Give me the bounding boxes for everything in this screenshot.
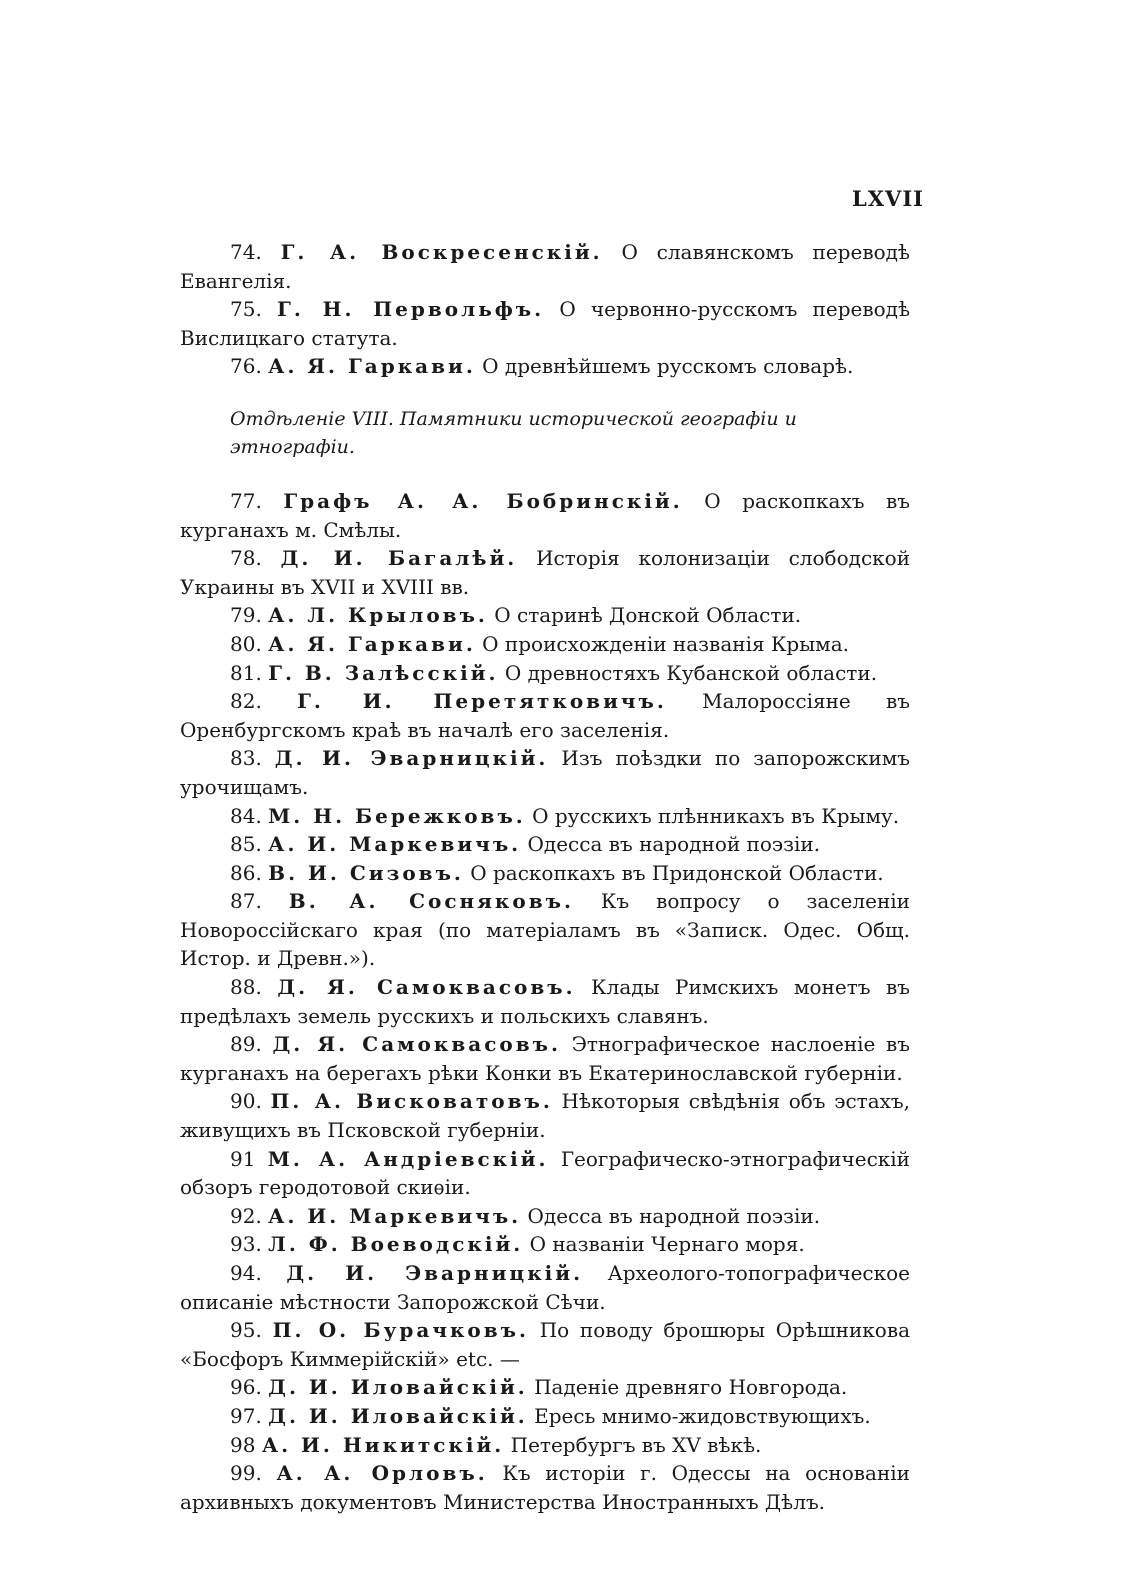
entry-title: Малороссіяне въ Оренбургскомъ краѣ въ началѣ его заселенія. <box>180 689 911 742</box>
bibliography-entry <box>180 1145 910 1202</box>
bibliography-entry <box>180 1259 910 1316</box>
entry-author: Д. И. Иловайскій. <box>268 1403 528 1428</box>
entry-author: В. И. Сизовъ. <box>268 860 464 885</box>
bibliography-entry <box>180 295 910 352</box>
entry-number: 96. <box>230 1375 262 1400</box>
bibliography-entry <box>180 1230 910 1259</box>
entry-author: Д. И. Багалѣй. <box>280 546 518 571</box>
bibliography-entry <box>180 601 910 630</box>
entry-title: Нѣкоторыя свѣдѣнія объ эстахъ, живущихъ въ Псковской губерніи. <box>180 1089 911 1143</box>
bibliography-entry <box>180 1402 910 1431</box>
entry-author: П. О. Бурачковъ. <box>272 1318 529 1343</box>
entry-number: 94. <box>230 1261 262 1285</box>
entry-number: 98 <box>230 1432 256 1457</box>
entry-number: 78. <box>230 546 262 571</box>
entry-title: Одесса въ народной поэзіи. <box>527 832 821 857</box>
bibliography-entry <box>180 1202 910 1231</box>
text-block <box>180 238 910 1516</box>
entry-title: Географическо-этнографическій обзоръ геродотовой скиѳіи. <box>180 1146 910 1200</box>
entry-title: Ересь мнимо-жидовствующихъ. <box>534 1403 871 1428</box>
entry-author: М. Н. Бережковъ. <box>268 803 526 828</box>
bibliography-entry <box>180 830 910 859</box>
entry-title: О старинѣ Донской Области. <box>494 603 802 628</box>
entry-author: В. А. Сосняковъ. <box>288 889 574 914</box>
entry-title: О славянскомъ переводѣ Евангелія. <box>180 240 910 293</box>
entry-number: 74. <box>230 240 262 264</box>
entry-title: Изъ поѣздки по запорожскимъ урочищамъ. <box>180 746 911 799</box>
bibliography-entry <box>180 859 910 888</box>
entry-title: О древнѣйшемъ русскомъ словарѣ. <box>482 354 854 379</box>
entry-number: 81. <box>230 660 262 685</box>
entry-number: 99. <box>230 1461 262 1486</box>
bibliography-entry <box>180 1316 910 1373</box>
entry-author: А. И. Маркевичъ. <box>268 832 522 857</box>
entry-number: 92. <box>230 1203 262 1228</box>
entry-title: Къ вопросу о заселеніи Новороссійскаго края (по матеріаламъ въ «Записк. Одес. Общ. Истор. и Древн.»). <box>180 889 910 971</box>
entry-author: Г. Н. Первольфъ. <box>277 297 545 322</box>
bibliography-entry <box>180 802 910 831</box>
entry-title: Исторія колонизаціи слободской Украины въ XVII и XVIII вв. <box>180 546 911 599</box>
entry-title: О раскопкахъ въ Придонской Области. <box>470 860 884 885</box>
entry-number: 97. <box>230 1403 262 1428</box>
entry-title: По поводу брошюры Орѣшникова «Босфоръ Киммерійскій» etc. — <box>180 1318 911 1371</box>
entry-number: 87. <box>230 889 262 914</box>
entry-title: Петербургъ въ XV вѣкѣ. <box>510 1432 762 1457</box>
entry-number: 91 <box>230 1146 256 1171</box>
entry-number: 89. <box>230 1032 262 1057</box>
entry-number: 86. <box>230 860 262 885</box>
entry-number: 83. <box>230 746 262 771</box>
entry-number: 77. <box>230 488 262 513</box>
bibliography-entry <box>180 744 910 801</box>
entry-title: Одесса въ народной поэзіи. <box>527 1203 821 1228</box>
entry-title: Этнографическое наслоеніе въ курганахъ на берегахъ рѣки Конки въ Екатеринославской губерніи. <box>180 1032 911 1085</box>
entry-number: 82. <box>230 689 262 714</box>
entries-list-bottom <box>180 487 910 1516</box>
bibliography-entry <box>180 1431 910 1460</box>
bibliography-entry <box>180 659 910 688</box>
entry-title: Клады Римскихъ монетъ въ предѣлахъ земель русскихъ и польскихъ славянъ. <box>180 975 911 1028</box>
entry-author: А. Л. Крыловъ. <box>268 603 488 628</box>
entry-author: Л. Ф. Воеводскій. <box>268 1232 524 1257</box>
bibliography-entry <box>180 487 910 544</box>
entry-number: 84. <box>230 803 262 828</box>
bibliography-entry <box>180 630 910 659</box>
entry-title: О раскопкахъ въ курганахъ м. Смѣлы. <box>180 488 911 542</box>
entry-author: Г. И. Перетятковичъ. <box>297 689 667 714</box>
entry-author: Д. И. Иловайскій. <box>268 1375 528 1400</box>
entry-author: А. И. Никитскій. <box>261 1432 505 1457</box>
page-number: LXVII <box>852 186 924 211</box>
entry-title: Къ исторіи г. Одессы на основаніи архивныхъ документовъ Министерства Иностранныхъ Дѣлъ. <box>180 1461 911 1514</box>
bibliography-entry <box>180 973 910 1030</box>
entry-title: Археолого-топографическое описаніе мѣстности Запорожской Сѣчи. <box>180 1261 911 1314</box>
bibliography-entry <box>180 1087 910 1144</box>
entry-number: 75. <box>230 297 262 322</box>
entry-number: 88. <box>230 975 262 1000</box>
bibliography-entry <box>180 352 910 381</box>
bibliography-entry <box>180 238 910 295</box>
entry-number: 80. <box>230 631 262 656</box>
bibliography-entry <box>180 1030 910 1087</box>
entry-author: А. Я. Гаркави. <box>268 354 476 379</box>
bibliography-entry <box>180 687 910 744</box>
bibliography-entry <box>180 1373 910 1402</box>
entry-number: 76. <box>230 354 262 379</box>
entry-number: 95. <box>230 1318 262 1343</box>
entry-author: Д. Я. Самоквасовъ. <box>272 1032 561 1057</box>
entry-author: Д. И. Эварницкій. <box>274 746 549 771</box>
entry-author: Д. Я. Самоквасовъ. <box>277 975 576 1000</box>
entry-number: 85. <box>230 832 262 857</box>
entry-title: О русскихъ плѣнникахъ въ Крыму. <box>532 803 900 828</box>
entry-number: 93. <box>230 1232 262 1257</box>
entry-title: О древностяхъ Кубанской области. <box>504 660 878 685</box>
entry-author: М. А. Андріевскій. <box>267 1146 549 1171</box>
section-heading: Отдѣленіе VIII. Памятники исторической географіи и этнографіи. <box>230 407 797 458</box>
entry-author: Графъ А. А. Бобринскій. <box>283 488 683 513</box>
entry-author: Г. В. Залѣсскій. <box>268 660 499 685</box>
entry-title: О происхожденіи названія Крыма. <box>482 631 849 656</box>
entry-author: П. А. Висковатовъ. <box>270 1089 553 1114</box>
bibliography-entry <box>180 1459 910 1516</box>
entry-title: О названіи Чернаго моря. <box>529 1232 805 1257</box>
entry-number: 90. <box>230 1089 262 1114</box>
entry-author: Г. А. Воскресенскій. <box>280 240 603 264</box>
entry-author: А. И. Маркевичъ. <box>268 1203 522 1228</box>
entry-author: А. А. Орловъ. <box>276 1461 488 1486</box>
entry-author: А. Я. Гаркави. <box>268 631 476 656</box>
entry-title: О червонно-русскомъ переводѣ Вислицкаго статута. <box>180 297 911 350</box>
entry-number: 79. <box>230 603 262 628</box>
bibliography-entry <box>180 544 910 601</box>
bibliography-entry <box>180 887 910 973</box>
entries-list-top <box>180 238 910 381</box>
entry-author: Д. И. Эварницкій. <box>286 1261 584 1285</box>
entry-title: Паденіе древняго Новгорода. <box>534 1375 848 1400</box>
